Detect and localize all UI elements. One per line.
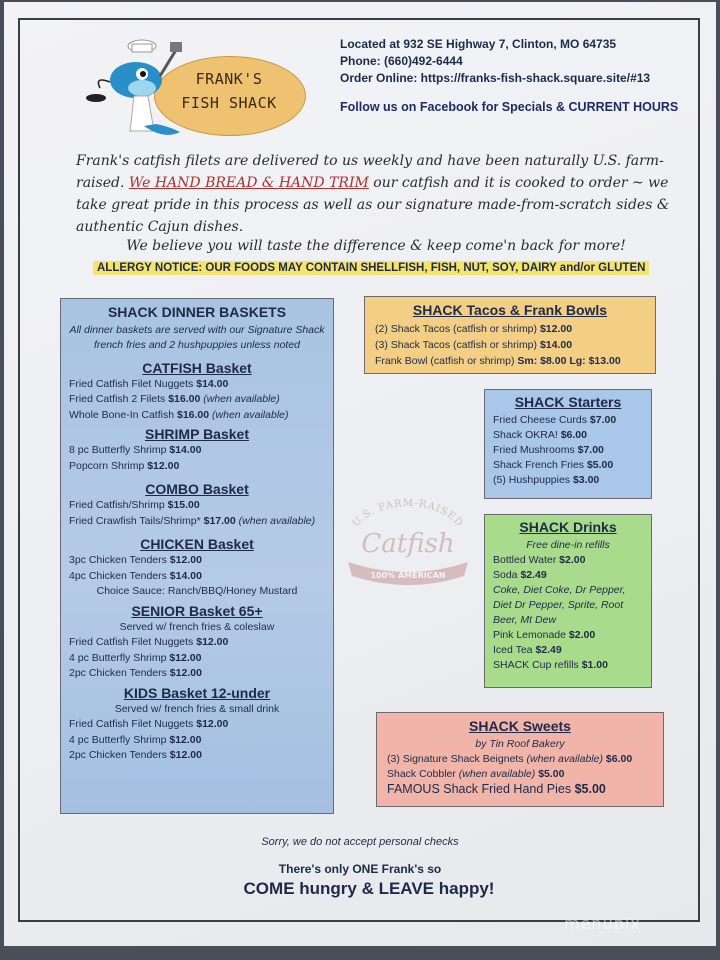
menu-item — [69, 666, 325, 682]
item-note: (when available) — [458, 768, 536, 780]
item-name: 4pc Chicken Tenders — [69, 569, 167, 582]
item-price: $5.00 — [586, 459, 614, 471]
drinks-subtitle: Free dine-in refills — [526, 539, 610, 551]
slogan: COME hungry & LEAVE happy! — [243, 879, 495, 898]
phone: Phone: (660)492-6444 — [340, 54, 463, 68]
item-name: Fried Catfish 2 Filets — [69, 393, 166, 405]
starters-title: SHACK Starters — [514, 394, 622, 410]
menu-item — [493, 428, 643, 443]
item-name: (3) Signature Shack Beignets — [387, 753, 524, 765]
menu-item — [69, 408, 325, 424]
catfish-basket-title: CATFISH Basket — [142, 359, 252, 376]
item-price: $12.00 — [169, 667, 202, 679]
menu-item — [69, 459, 325, 475]
menu-item — [69, 498, 325, 514]
item-price: $12.00 — [196, 636, 229, 648]
intro-hand-bread: We HAND BREAD & HAND TRIM — [128, 175, 369, 191]
item-note: (when available) — [238, 514, 316, 527]
senior-basket-title: SENIOR Basket 65+ — [131, 602, 263, 619]
dinner-baskets-box — [60, 298, 334, 814]
item-name: Popcorn Shrimp — [69, 459, 145, 472]
tacos-title: SHACK Tacos & Frank Bowls — [412, 302, 608, 318]
menu-item — [375, 337, 645, 353]
drinks-box — [484, 514, 652, 688]
sweets-subtitle: by Tin Roof Bakery — [475, 738, 565, 750]
item-price: $12.00 — [169, 749, 202, 761]
item-price: $12.00 — [169, 554, 202, 566]
item-price: $2.00 — [568, 629, 596, 641]
seal-top-text: U.S. FARM-RAISED — [350, 497, 466, 530]
item-name: Fried Catfish Filet Nuggets — [69, 636, 194, 648]
item-price: $14.00 — [196, 377, 229, 390]
only-one-line: There's only ONE Frank's so — [278, 862, 442, 876]
menu-item — [69, 377, 325, 393]
menu-item — [375, 321, 645, 337]
item-note: (when available) — [203, 393, 280, 405]
menu-item — [69, 392, 325, 408]
item-name: Fried Cheese Curds — [493, 414, 587, 426]
believe-line: We believe you will taste the difference & keep come'n back for more! — [126, 238, 626, 254]
menu-item — [493, 458, 643, 473]
drinks-title: SHACK Drinks — [519, 519, 617, 535]
item-price: $2.00 — [559, 554, 586, 566]
menu-item — [387, 782, 653, 797]
item-price: $5.00 — [574, 782, 606, 796]
item-price: $14.00 — [169, 444, 202, 456]
contact-info — [340, 36, 650, 87]
item-note: (when available) — [526, 753, 603, 765]
kids-basket-title: KIDS Basket 12-under — [123, 684, 271, 701]
svg-text:U.S. FARM-RAISED — [351, 498, 466, 529]
address: Located at 932 SE Highway 7, Clinton, MO 64735 — [340, 37, 617, 51]
logo — [84, 36, 316, 146]
menu-item — [493, 413, 643, 428]
menu-item — [387, 767, 653, 782]
intro-text-2: our catfish and it is cooked to order ~ we take great pride in this process as well as our signature made-from-scratch sides & authentic Cajun dishes. — [76, 175, 670, 235]
item-name: Fried Catfish/Shrimp — [69, 499, 165, 511]
item-price: $12.00 — [147, 459, 180, 472]
kids-note: Served w/ french fries & small drink — [114, 702, 280, 715]
item-price: $2.49 — [535, 644, 562, 656]
item-name: Iced Tea — [493, 644, 533, 656]
item-price: $15.00 — [167, 499, 200, 511]
item-price: $3.00 — [572, 474, 600, 486]
item-price: $12.00 — [169, 733, 202, 746]
item-name: 2pc Chicken Tenders — [69, 667, 167, 679]
facebook-follow: Follow us on Facebook for Specials & CURRENT HOURS — [340, 100, 679, 114]
seal-middle-text: Catfish — [361, 529, 455, 559]
item-name: Shack OKRA! — [493, 429, 558, 441]
order-online: Order Online: https://franks-fish-shack.square.site/#13 — [340, 71, 651, 85]
item-price: $6.00 — [605, 753, 633, 765]
menu-item — [493, 628, 643, 643]
menu-item — [375, 353, 645, 369]
menupix-watermark: menupix — [564, 914, 641, 933]
item-name: Bottled Water — [493, 554, 557, 566]
soda-flavors: Coke, Diet Coke, Dr Pepper, Diet Dr Pepper, Sprite, Root Beer, Mt Dew — [493, 584, 626, 626]
tacos-bowls-box — [364, 296, 656, 374]
item-name: FAMOUS Shack Fried Hand Pies — [387, 782, 572, 796]
item-name: (2) Shack Tacos (catfish or shrimp) — [375, 323, 538, 335]
checks-notice: Sorry, we do not accept personal checks — [261, 836, 459, 848]
menu-item — [493, 643, 643, 658]
item-name: (3) Shack Tacos (catfish or shrimp) — [375, 339, 538, 351]
item-name: Pink Lemonade — [493, 629, 566, 641]
menu-item — [69, 733, 325, 749]
item-price: $14.00 — [539, 339, 573, 351]
menu-item — [69, 514, 325, 530]
menu-item — [493, 553, 643, 568]
item-name: Whole Bone-In Catfish — [69, 408, 175, 421]
item-name: 4 pc Butterfly Shrimp — [69, 651, 167, 664]
menu-item — [69, 635, 325, 651]
item-note: (when available) — [212, 408, 289, 421]
dinner-subtitle: All dinner baskets are served with our Signature Shack french fries and 2 hushpuppies unless noted — [69, 323, 325, 351]
menu-item — [493, 443, 643, 458]
intro-paragraph — [76, 150, 680, 238]
item-name: 8 pc Butterfly Shrimp — [69, 444, 167, 456]
item-price: Sm: $8.00 Lg: $13.00 — [517, 355, 621, 367]
seal-bottom-text: 100% AMERICAN — [370, 571, 446, 580]
shrimp-basket-title: SHRIMP Basket — [144, 426, 249, 442]
sweets-box — [376, 712, 664, 807]
item-price: $12.00 — [196, 718, 229, 730]
menu-item — [493, 473, 643, 488]
item-name: Soda — [493, 569, 518, 581]
item-name: 4 pc Butterfly Shrimp — [69, 733, 167, 746]
item-name: SHACK Cup refills — [493, 659, 579, 671]
item-name: Fried Mushrooms — [493, 444, 575, 456]
catfish-seal-icon — [336, 496, 480, 592]
item-name: (5) Hushpuppies — [493, 474, 571, 486]
item-price: $1.00 — [581, 659, 608, 671]
menu-item — [69, 569, 325, 585]
senior-note: Served w/ french fries & coleslaw — [119, 620, 275, 633]
menu-item — [69, 748, 325, 764]
starters-box — [484, 389, 652, 499]
item-price: $16.00 — [168, 393, 201, 405]
item-price: $7.00 — [589, 414, 617, 426]
dinner-title: SHACK DINNER BASKETS — [107, 304, 287, 320]
menu-item — [69, 651, 325, 667]
item-price: $14.00 — [169, 569, 202, 582]
menu-item — [493, 658, 643, 673]
menu-item — [69, 717, 325, 733]
item-price: $12.00 — [539, 323, 573, 335]
item-name: Shack Cobbler — [387, 768, 456, 780]
menu-item — [387, 752, 653, 767]
menu-item — [69, 443, 325, 459]
item-price: $6.00 — [560, 429, 587, 441]
chicken-basket-title: CHICKEN Basket — [140, 536, 254, 552]
item-price: $5.00 — [538, 768, 565, 780]
item-name: 2pc Chicken Tenders — [69, 749, 167, 761]
item-name: Shack French Fries — [493, 459, 585, 471]
logo-text-line2: FISH SHACK — [181, 94, 277, 112]
item-price: $2.49 — [520, 569, 547, 581]
logo-text-line1: FRANK'S — [195, 70, 263, 88]
item-price: $16.00 — [176, 408, 210, 421]
item-price: $17.00 — [203, 514, 236, 527]
combo-basket-title: COMBO Basket — [145, 481, 249, 497]
item-name: Fried Crawfish Tails/Shrimp* — [69, 514, 201, 527]
sweets-title: SHACK Sweets — [469, 718, 571, 734]
item-price: $12.00 — [169, 651, 202, 664]
fish-mascot-icon — [84, 36, 194, 146]
item-name: Fried Catfish Filet Nuggets — [69, 377, 194, 390]
sauce-choice: Choice Sauce: Ranch/BBQ/Honey Mustard — [96, 585, 298, 597]
menu-item — [69, 553, 325, 569]
item-name: Fried Catfish Filet Nuggets — [69, 718, 194, 730]
item-name: Frank Bowl (catfish or shrimp) — [375, 355, 515, 367]
item-name: 3pc Chicken Tenders — [69, 554, 167, 566]
allergy-notice: ALLERGY NOTICE: OUR FOODS MAY CONTAIN SHELLFISH, FISH, NUT, SOY, DAIRY and/or GLUTEN — [93, 261, 649, 275]
menu-item — [493, 568, 643, 583]
intro-text-1: Frank's catfish filets are delivered to us weekly and have been naturally U.S. farm-raised. — [76, 153, 664, 191]
item-price: $7.00 — [577, 444, 604, 456]
